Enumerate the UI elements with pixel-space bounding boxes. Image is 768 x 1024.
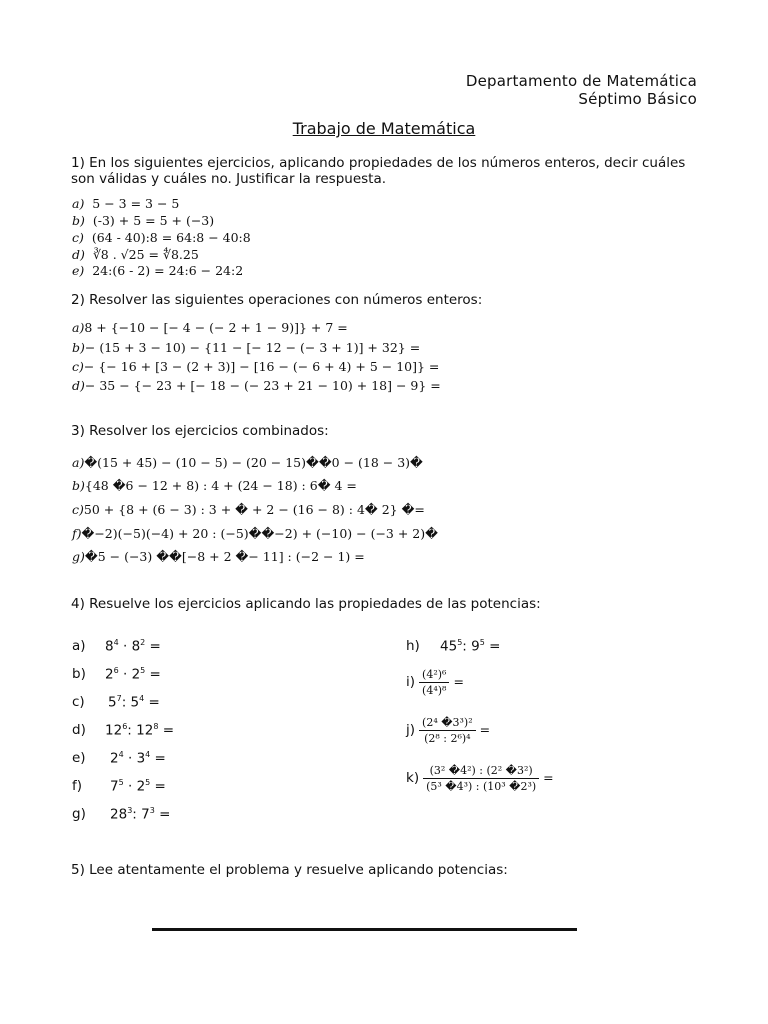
course-name: Séptimo Básico: [578, 90, 697, 108]
list-item: a): [72, 638, 86, 654]
list-item: b): [72, 666, 86, 682]
list-item: e): [72, 750, 86, 766]
fraction: $\frac{\text{(4²)⁶}}{\text{(4⁴)⁸}}$: [419, 668, 449, 697]
list-item: h): [406, 638, 420, 654]
list-item: g)�5 − (−3) ��[−8 + 2 �− 11] : (−2 − 1) =: [72, 549, 365, 564]
fraction-item-k: k) $\frac{\text{(3² �4²) : (2² �3²)}}{\text{(5³ �4³) : (10³ �2³)}}$ =: [406, 764, 554, 793]
list-item: g): [72, 806, 86, 822]
list-item: c): [72, 694, 85, 710]
list-item: a) 5 − 3 = 3 − 5: [72, 196, 180, 211]
list-item: b)− (15 + 3 − 10) − {11 − [− 12 − (− 3 + 1)] + 32} =: [72, 340, 421, 355]
section1-intro-line1: 1) En los siguientes ejercicios, aplicando propiedades de los números enteros, decir cuáles: [71, 155, 686, 171]
list-item: b) (-3) + 5 = 5 + (−3): [72, 213, 215, 228]
list-item: d): [72, 722, 86, 738]
list-item: d)− 35 − {− 23 + [− 18 − (− 23 + 21 − 10) + 18] − 9} =: [72, 378, 441, 393]
section2-heading: 2) Resolver las siguientes operaciones con números enteros:: [71, 292, 483, 308]
fraction: $\frac{\text{(3² �4²) : (2² �3²)}}{\text{(5³ �4³) : (10³ �2³)}}$: [423, 764, 539, 793]
section4-heading: 4) Resuelve los ejercicios aplicando las propiedades de las potencias:: [71, 596, 541, 612]
power-expression: $2^4 \cdot 3^4$ =: [110, 750, 166, 767]
power-expression: $28^3$: $7^3$ =: [110, 806, 171, 823]
list-item: e) 24:(6 - 2) = 24:6 − 24:2: [72, 263, 244, 278]
section3-heading: 3) Resolver los ejercicios combinados:: [71, 423, 329, 439]
power-expression: $2^6 \cdot 2^5$ =: [105, 666, 161, 683]
section1-intro-line2: son válidas y cuáles no. Justificar la respuesta.: [71, 171, 387, 187]
list-item: c)− {− 16 + [3 − (2 + 3)] − [16 − (− 6 + 4) + 5 − 10]} =: [72, 359, 440, 374]
section5-heading: 5) Lee atentamente el problema y resuelve aplicando potencias:: [71, 862, 508, 878]
power-expression: $45^5$: $9^5$ =: [440, 638, 501, 655]
fraction: $\frac{\text{(2⁴ �3³)²}}{\text{(2⁸ : 2⁶)⁴}}$: [419, 716, 476, 745]
power-expression: $7^5 \cdot 2^5$ =: [110, 778, 166, 795]
list-item: f)�−2)(−5)(−4) + 20 : (−5)��−2) + (−10) − (−3 + 2)�: [72, 526, 438, 541]
power-expression: $12^6$: $12^8$ =: [105, 722, 175, 739]
list-item: a)8 + {−10 − [− 4 − (− 2 + 1 − 9)]} + 7 =: [72, 320, 348, 335]
department-name: Departamento de Matemática: [465, 72, 697, 90]
list-item: b){48 �6 − 12 + 8) : 4 + (24 − 18) : 6� 4 =: [72, 478, 357, 493]
divider-line: [152, 928, 577, 931]
list-item: f): [72, 778, 83, 794]
list-item: c) (64 - 40):8 = 64:8 − 40:8: [72, 230, 251, 245]
list-item: c)50 + {8 + (6 − 3) : 3 + � + 2 − (16 − 8) : 4� 2} �=: [72, 502, 425, 517]
fraction-item-i: i) $\frac{\text{(4²)⁶}}{\text{(4⁴)⁸}}$ =: [406, 668, 464, 697]
power-expression: $5^7$: $5^4$ =: [108, 694, 160, 711]
fraction-item-j: j) $\frac{\text{(2⁴ �3³)²}}{\text{(2⁸ : 2⁶)⁴}}$ =: [406, 716, 491, 745]
page-title: Trabajo de Matemática: [292, 119, 476, 138]
power-expression: $8^4 \cdot 8^2$ =: [105, 638, 161, 655]
list-item: d) ∛8 . √25 = ∜8.25: [72, 247, 199, 262]
list-item: a)�(15 + 45) − (10 − 5) − (20 − 15)��0 − (18 − 3)�: [72, 455, 423, 470]
